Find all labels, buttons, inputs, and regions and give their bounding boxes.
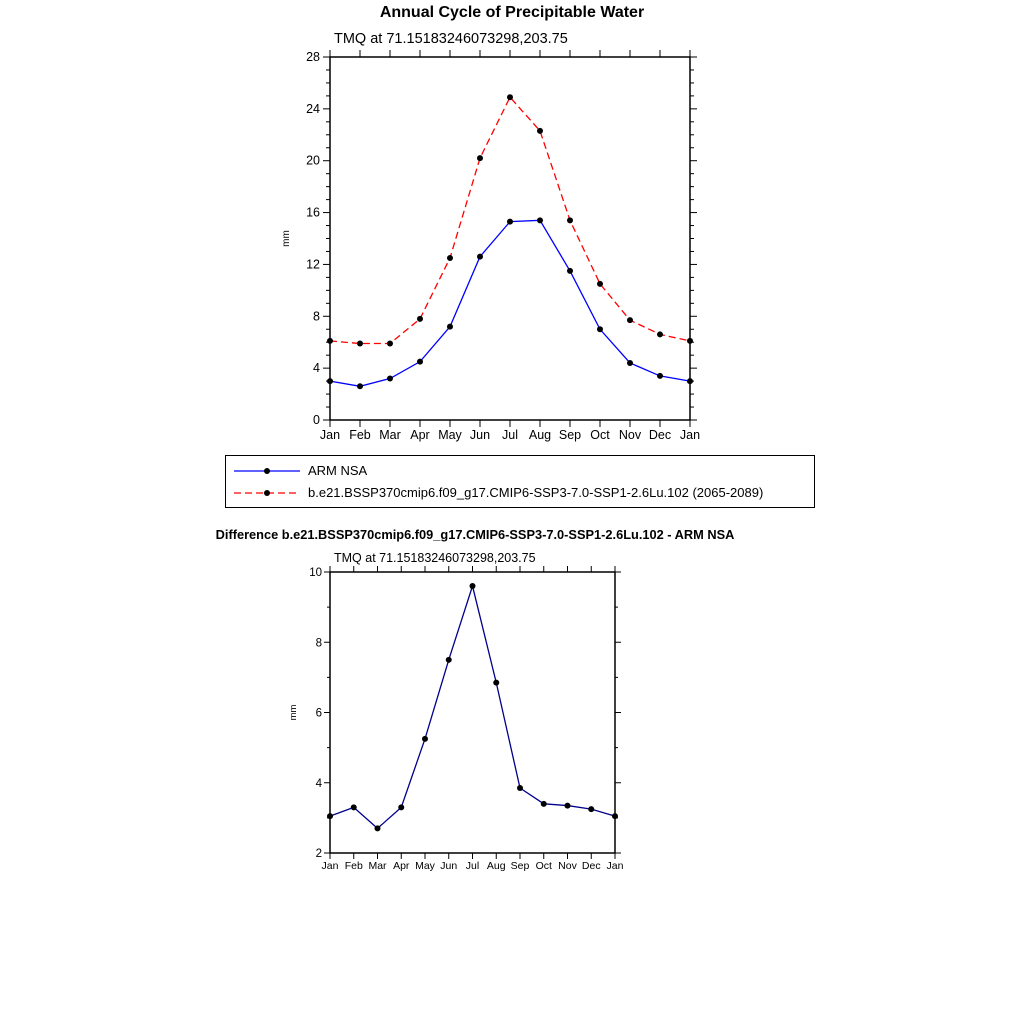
x-tick-label: Apr bbox=[393, 860, 410, 872]
legend-label: ARM NSA bbox=[308, 463, 368, 478]
y-tick-label: 16 bbox=[306, 205, 320, 220]
x-tick-label: Jan bbox=[679, 428, 701, 442]
x-tick-label: Sep bbox=[558, 428, 582, 442]
x-tick-label: Mar bbox=[368, 860, 387, 872]
data-point-marker bbox=[375, 825, 381, 831]
x-tick-label: Apr bbox=[410, 428, 430, 442]
x-tick-label: Nov bbox=[618, 428, 642, 442]
data-point-marker bbox=[327, 378, 333, 384]
data-point-marker bbox=[597, 326, 603, 332]
bottom-chart-title: Difference b.e21.BSSP370cmip6.f09_g17.CMIP6-SSP3-7.0-SSP1-2.6Lu.102 - ARM NSA bbox=[215, 527, 735, 542]
legend-item bbox=[232, 482, 810, 503]
legend-sample-marker bbox=[264, 490, 270, 496]
x-tick-label: Dec bbox=[648, 428, 672, 442]
data-point-marker bbox=[327, 338, 333, 344]
legend-line-sample-arm-nsa bbox=[232, 464, 302, 478]
data-point-marker bbox=[597, 281, 603, 287]
series-line-0 bbox=[330, 586, 615, 828]
data-point-marker bbox=[507, 94, 513, 100]
data-point-marker bbox=[687, 338, 693, 344]
x-tick-label: Jan bbox=[319, 428, 341, 442]
data-point-marker bbox=[327, 813, 333, 819]
y-tick-label: 10 bbox=[309, 567, 322, 579]
data-point-marker bbox=[387, 341, 393, 347]
x-tick-label: Jan bbox=[321, 860, 339, 872]
data-point-marker bbox=[447, 255, 453, 261]
y-tick-label: 6 bbox=[315, 707, 322, 720]
legend-item bbox=[232, 460, 810, 481]
x-tick-label: Feb bbox=[349, 428, 371, 442]
x-tick-label: Aug bbox=[528, 428, 552, 442]
data-point-marker bbox=[567, 217, 573, 223]
y-tick-label: 2 bbox=[315, 848, 322, 860]
data-point-marker bbox=[627, 317, 633, 323]
x-tick-label: Jan bbox=[606, 860, 624, 872]
data-point-marker bbox=[657, 373, 663, 379]
data-point-marker bbox=[537, 217, 543, 223]
x-tick-label: Feb bbox=[344, 860, 363, 872]
data-point-marker bbox=[541, 801, 547, 807]
x-tick-label: Oct bbox=[535, 860, 552, 872]
legend-sample-marker bbox=[264, 468, 270, 474]
x-tick-label: Jun bbox=[469, 428, 491, 442]
data-point-marker bbox=[387, 376, 393, 382]
chart-0 bbox=[281, 50, 700, 442]
x-tick-label: Dec bbox=[581, 860, 601, 872]
y-tick-label: 4 bbox=[315, 777, 322, 790]
y-tick-label: 24 bbox=[306, 101, 320, 116]
data-point-marker bbox=[537, 128, 543, 134]
series-line-0 bbox=[330, 220, 690, 386]
top-chart-title: Annual Cycle of Precipitable Water bbox=[379, 4, 645, 21]
data-point-marker bbox=[567, 268, 573, 274]
data-point-marker bbox=[422, 736, 428, 742]
x-tick-label: Mar bbox=[379, 428, 401, 442]
data-point-marker bbox=[470, 583, 476, 589]
y-tick-label: 0 bbox=[313, 413, 320, 427]
y-axis-label: mm bbox=[281, 230, 292, 247]
data-point-marker bbox=[477, 155, 483, 161]
y-tick-label: 12 bbox=[306, 257, 320, 272]
y-tick-label: 20 bbox=[306, 153, 320, 168]
data-point-marker bbox=[417, 359, 423, 365]
data-point-marker bbox=[357, 383, 363, 389]
data-point-marker bbox=[446, 657, 452, 663]
data-point-marker bbox=[588, 806, 594, 812]
x-tick-label: May bbox=[415, 860, 435, 872]
chart-1 bbox=[288, 566, 624, 872]
data-point-marker bbox=[657, 331, 663, 337]
x-tick-label: Sep bbox=[510, 860, 530, 872]
top-chart-subtitle: TMQ at 71.15183246073298,203.75 bbox=[334, 31, 568, 47]
x-tick-label: Jul bbox=[465, 860, 480, 872]
plot-frame bbox=[330, 572, 615, 853]
x-tick-label: Nov bbox=[558, 860, 577, 872]
legend bbox=[225, 455, 815, 508]
y-tick-label: 8 bbox=[315, 637, 322, 650]
data-point-marker bbox=[447, 324, 453, 330]
data-point-marker bbox=[477, 254, 483, 260]
y-tick-label: 8 bbox=[313, 309, 320, 324]
data-point-marker bbox=[687, 378, 693, 384]
data-point-marker bbox=[517, 785, 523, 791]
data-point-marker bbox=[565, 803, 571, 809]
data-point-marker bbox=[493, 680, 499, 686]
x-tick-label: Aug bbox=[486, 860, 506, 872]
x-tick-label: Jun bbox=[440, 860, 458, 872]
bottom-chart-subtitle: TMQ at 71.15183246073298,203.75 bbox=[334, 551, 536, 565]
data-point-marker bbox=[351, 804, 357, 810]
y-tick-label: 4 bbox=[313, 361, 320, 376]
legend-line-sample-model bbox=[232, 486, 302, 500]
x-tick-label: Oct bbox=[590, 428, 610, 442]
data-point-marker bbox=[417, 316, 423, 322]
data-point-marker bbox=[507, 219, 513, 225]
data-point-marker bbox=[612, 813, 618, 819]
data-point-marker bbox=[627, 360, 633, 366]
y-axis-label: mm bbox=[288, 704, 299, 721]
legend-label: b.e21.BSSP370cmip6.f09_g17.CMIP6-SSP3-7.0-SSP1-2.6Lu.102 (2065-2089) bbox=[308, 485, 764, 500]
x-tick-label: May bbox=[438, 428, 462, 442]
data-point-marker bbox=[398, 804, 404, 810]
data-point-marker bbox=[357, 341, 363, 347]
x-tick-label: Jul bbox=[502, 428, 518, 442]
y-tick-label: 28 bbox=[306, 50, 320, 64]
